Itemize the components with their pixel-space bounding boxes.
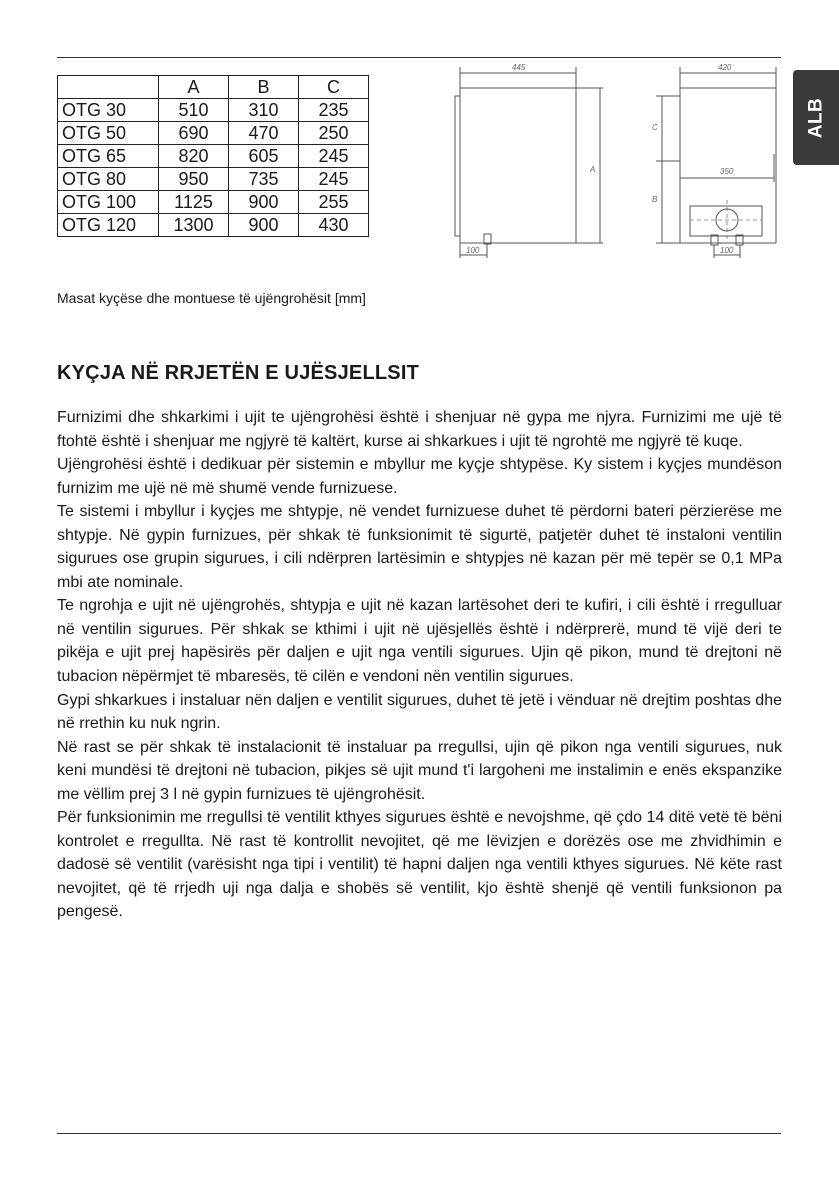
table-cell: 470: [229, 122, 299, 145]
table-header-cell: [58, 76, 159, 99]
a-label: A: [590, 165, 596, 174]
language-tab-label: ALB: [805, 97, 826, 138]
table-cell: 235: [299, 99, 369, 122]
table-cell: 950: [159, 168, 229, 191]
table-cell-model: OTG 120: [58, 214, 159, 237]
side-width-label: 420: [718, 63, 732, 72]
table-cell: 430: [299, 214, 369, 237]
top-rule: [57, 57, 781, 58]
table-row: [58, 99, 369, 122]
heater-dimension-drawing: [440, 60, 785, 270]
table-header-cell: A: [159, 76, 229, 99]
table-cell: 690: [159, 122, 229, 145]
paragraph: Te ngrohja e ujit në ujëngrohës, shtypja e ujit në kazan lartësohet deri te kufiri, i cili është i rregulluar në ventilin sigurues. Për shkak se kthimi i ujit në ujësjellës është i ndërprerë, mund të vijë deri te pikëja e ujit prej hapësirës për daljen e ujit nga ventili sigurues. Ujin që pikon, mund të drejtoni në tubacion nëpërmjet të mbaresës, të cilën e vendoni nën ventilin sigurues.: [57, 597, 782, 686]
body-text: [57, 406, 782, 924]
table-cell: 820: [159, 145, 229, 168]
bottom-rule: [57, 1133, 781, 1134]
side-100-label: 100: [720, 246, 734, 255]
figure-caption: Masat kyçëse dhe montuese të ujëngrohësit [mm]: [57, 290, 366, 306]
table-cell: 605: [229, 145, 299, 168]
table-row: [58, 191, 369, 214]
table-header-row: [58, 76, 369, 99]
dimensions-table: [57, 75, 369, 237]
paragraph: Në rast se për shkak të instalacionit të instaluar pa rregullsi, ujin që pikon nga ventili sigurues, nuk keni mundësi të drejtoni në tubacion, pikjes së ujit mund t'i largoheni me instalimin e enës ekspanzike me vëllim prej 3 l në gypin furnizues të ujëngrohësit.: [57, 738, 782, 803]
section-heading: KYÇJA NË RRJETËN E UJËSJELLSIT: [57, 362, 420, 384]
front-view-outline: [460, 88, 576, 243]
paragraph: Ujëngrohësi është i dedikuar për sistemin e mbyllur me kyçje shtypëse. Ky sistem i kyçjes mundëson furnizim me ujë në më shumë vende furnizuese.: [57, 456, 782, 497]
table-cell: 1300: [159, 214, 229, 237]
paragraph: Për funksionimin me rregullsi të ventilit kthyes sigurues është e nevojshme, që çdo 14 ditë vetë të bëni kontrolet e rregullta. Në rast të kontrollit nevojitet, që me lëvizjen e dorëzës ose me zhvidhimin e dadosë së ventilit (varësisht nga tipi i ventilit) të hapni daljen nga ventili kthyes sigurues. Në këte rast nevojitet, që të rrjedh uji nga dalja e shobës së ventilit, kjo është shenjë që ventili funksionon pa pengesë.: [57, 809, 782, 921]
front-width-label: 445: [512, 63, 526, 72]
table-row: [58, 168, 369, 191]
table-cell: 735: [229, 168, 299, 191]
table-cell: 310: [229, 99, 299, 122]
table-header-cell: B: [229, 76, 299, 99]
language-tab: [793, 70, 839, 165]
table-cell: 245: [299, 145, 369, 168]
flange-outline: [690, 206, 762, 236]
table-row: [58, 122, 369, 145]
c-label: C: [652, 123, 658, 132]
table-cell: 900: [229, 191, 299, 214]
paragraph: Furnizimi dhe shkarkimi i ujit te ujëngrohësi është i shenjuar në gypa me njyra. Furnizimi me ujë të ftohtë është i shenjuar me ngjyrë të kaltërt, kurse ai shkarkues i ujit të ngrohtë me ngjyrë të kuqe.: [57, 409, 782, 450]
350-label: 350: [720, 167, 734, 176]
table-cell: 510: [159, 99, 229, 122]
table-cell: 1125: [159, 191, 229, 214]
table-cell-model: OTG 65: [58, 145, 159, 168]
paragraph: Te sistemi i mbyllur i kyçjes me shtypje, në vendet furnizuese duhet të përdorni bateri përzierëse me shtypje. Në gypin furnizues, për shkak të funksionimit të sigurtë, patjetër duhet të instaloni ventilin sigurues ose grupin sigurues, i cili ndërpren lartësimin e shtypjes në kazan për më tepër se 0,1 MPa mbi ate nominale.: [57, 503, 782, 591]
table-cell-model: OTG 100: [58, 191, 159, 214]
table-cell: 250: [299, 122, 369, 145]
wall-bracket: [455, 96, 460, 236]
table-header-cell: C: [299, 76, 369, 99]
table-cell: 245: [299, 168, 369, 191]
table-cell-model: OTG 30: [58, 99, 159, 122]
table-row: [58, 145, 369, 168]
b-label: B: [652, 195, 658, 204]
front-100-label: 100: [466, 246, 480, 255]
table-cell-model: OTG 50: [58, 122, 159, 145]
table-row: [58, 214, 369, 237]
paragraph: Gypi shkarkues i instaluar nën daljen e ventilit sigurues, duhet të jetë i vënduar në drejtim poshtas dhe në rrethin ku nuk ngrin.: [57, 691, 782, 733]
table-cell: 900: [229, 214, 299, 237]
table-cell: 255: [299, 191, 369, 214]
table-cell-model: OTG 80: [58, 168, 159, 191]
